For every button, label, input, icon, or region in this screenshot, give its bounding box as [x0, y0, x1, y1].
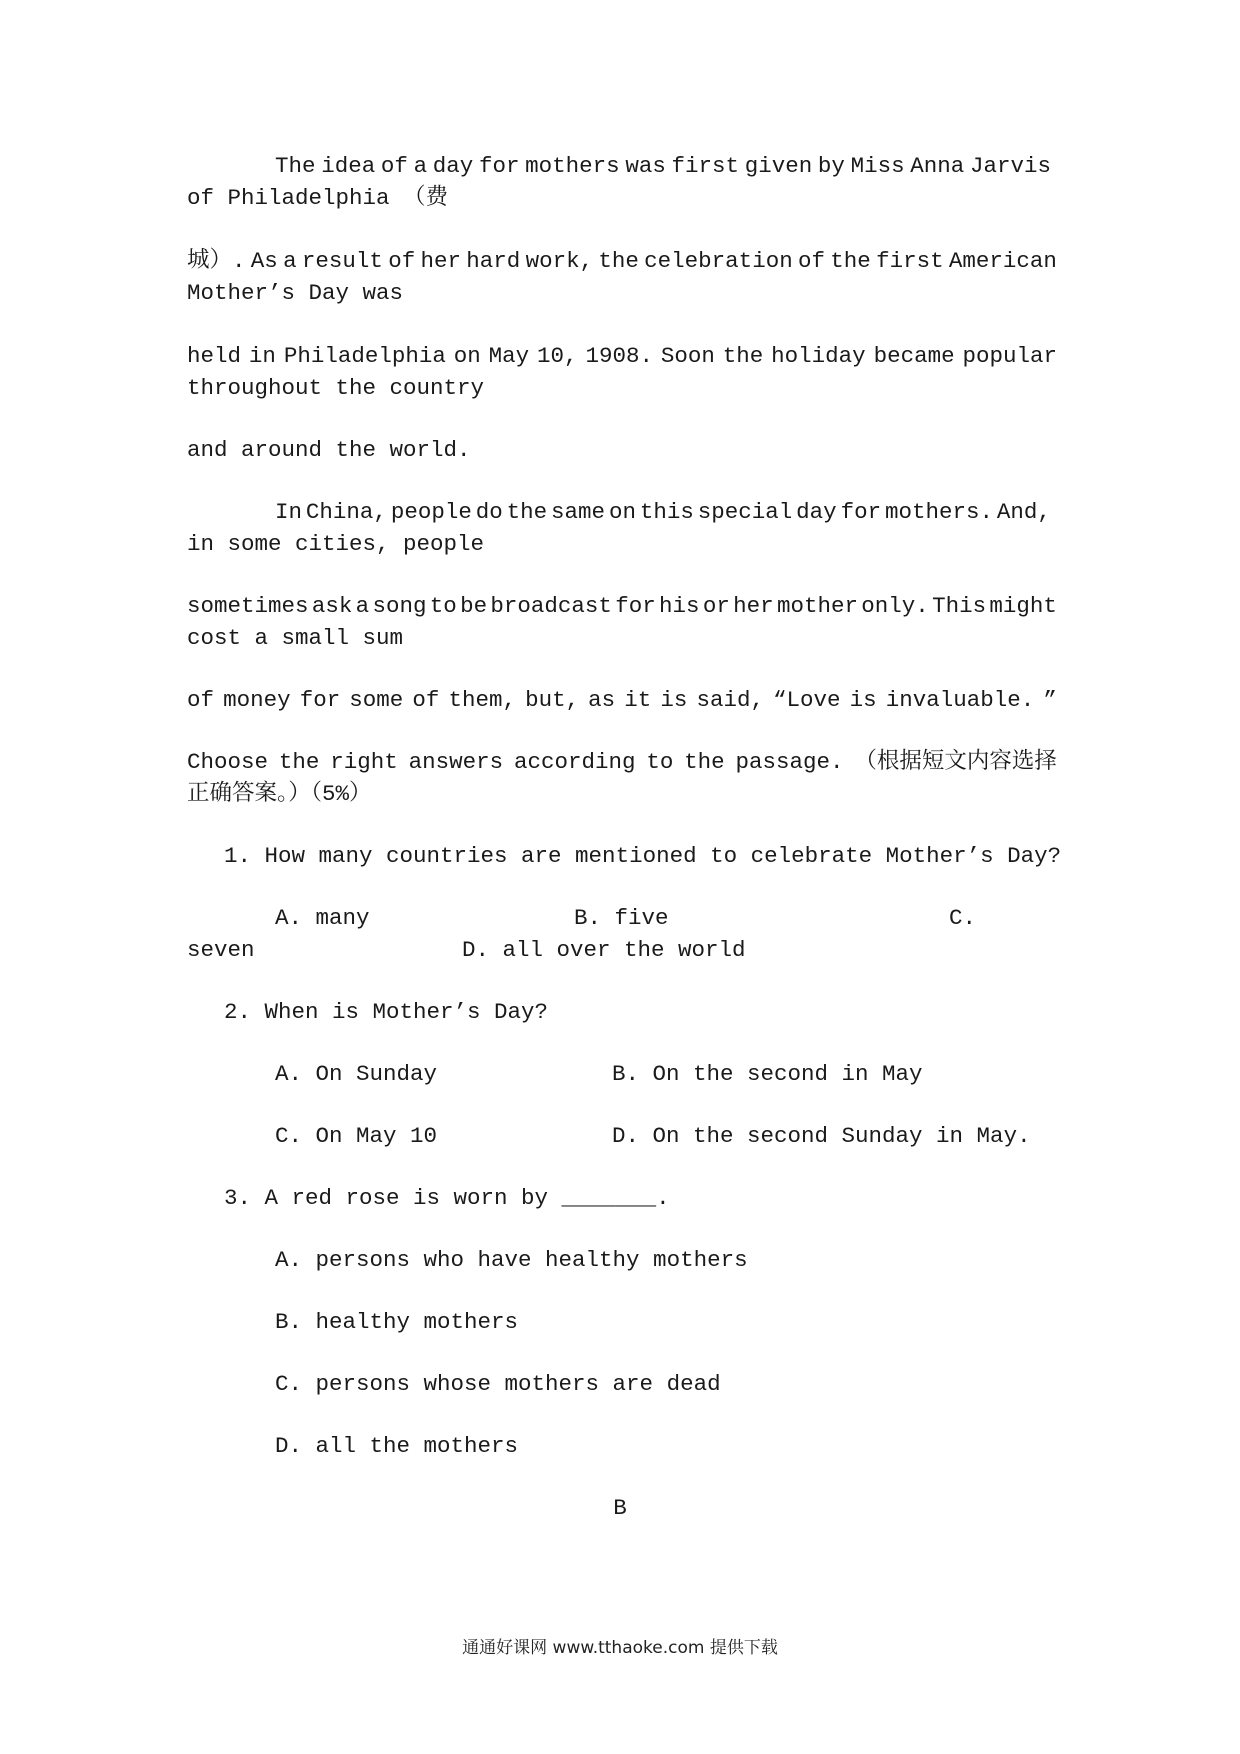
word: hard: [466, 248, 521, 274]
word: mother: [776, 593, 858, 619]
word: the: [830, 248, 871, 274]
word: her: [733, 593, 774, 619]
word: 1908.: [585, 343, 653, 369]
passage-p1-line2: of Philadelphia （费: [187, 185, 449, 211]
passage-p2-line2: in some cities, people: [187, 531, 485, 557]
word: the: [278, 749, 320, 775]
word: the: [598, 248, 639, 274]
question-2-option-c: C. On May 10: [275, 1123, 438, 1149]
word: passage.: [735, 749, 844, 775]
word: 城）.: [187, 248, 246, 274]
word: people: [390, 499, 472, 525]
word: day: [432, 153, 474, 179]
word: American: [948, 248, 1057, 274]
word: in: [248, 343, 276, 369]
word: Jarvis: [969, 153, 1051, 179]
word: given: [744, 153, 813, 179]
word: ask: [311, 593, 353, 619]
word: This: [932, 593, 987, 619]
question-1-stem: 1. How many countries are mentioned to celebrate Mother’s Day?: [224, 843, 1062, 869]
word: to: [429, 593, 457, 619]
question-2-option-a: A. On Sunday: [275, 1061, 438, 1087]
word: invaluable.: [885, 687, 1035, 713]
word: money: [223, 687, 291, 713]
word: became: [873, 343, 955, 369]
word: is: [849, 687, 877, 713]
word: but,: [525, 687, 580, 713]
word: special: [697, 499, 793, 525]
word: celebration: [644, 248, 793, 274]
word: day: [796, 499, 837, 525]
instruction-line2: 正确答案。）（5%）: [187, 781, 372, 807]
word: a: [413, 153, 428, 179]
word: work,: [525, 248, 594, 274]
word: result: [301, 248, 383, 274]
question-1-option-c: C.: [949, 905, 977, 931]
word: first: [671, 153, 740, 179]
question-1-option-a: A. many: [275, 905, 370, 931]
passage-p2-line4: cost a small sum: [187, 625, 404, 651]
question-3-option-c: C. persons whose mothers are dead: [275, 1371, 721, 1397]
word: As: [250, 248, 278, 274]
word: the: [684, 749, 725, 775]
section-mark: B: [613, 1495, 627, 1521]
word: this: [639, 499, 694, 525]
word: The: [275, 153, 316, 179]
question-3-option-d: D. all the mothers: [275, 1433, 519, 1459]
word: for: [299, 687, 341, 713]
question-1-option-d: D. all over the world: [462, 937, 746, 963]
word: same: [551, 499, 606, 525]
word: of: [380, 153, 408, 179]
word: a: [355, 593, 370, 619]
word: holiday: [771, 343, 866, 369]
word: do: [475, 499, 503, 525]
passage-p1-line7: and around the world.: [187, 437, 471, 463]
passage-p2-line5: [187, 684, 1057, 716]
word: May: [488, 343, 530, 369]
page-footer: 通通好课网 www.tthaoke.com 提供下载: [462, 1638, 778, 1658]
word: to: [646, 749, 674, 775]
word: be: [460, 593, 488, 619]
word: Soon: [660, 343, 715, 369]
word: said,: [696, 687, 764, 713]
word: some: [349, 687, 404, 713]
passage-p2-line1: [275, 496, 1051, 528]
word: for: [615, 593, 656, 619]
word: on: [453, 343, 481, 369]
word: broadcast: [490, 593, 612, 619]
word: on: [608, 499, 636, 525]
passage-p1-line5: [187, 340, 1057, 372]
word: the: [506, 499, 548, 525]
word: idea: [321, 153, 376, 179]
word: of: [412, 687, 440, 713]
word: song: [372, 593, 427, 619]
word: answers: [408, 749, 504, 775]
question-3-stem: 3. A red rose is worn by _______.: [224, 1185, 670, 1211]
word: first: [876, 248, 944, 274]
word: or: [702, 593, 730, 619]
word: might: [989, 593, 1057, 619]
word: was: [625, 153, 666, 179]
word: a: [283, 248, 297, 274]
question-3-option-b: B. healthy mothers: [275, 1309, 519, 1335]
word: Philadelphia: [283, 343, 446, 369]
word: And,: [996, 499, 1051, 525]
question-3-option-a: A. persons who have healthy mothers: [275, 1247, 748, 1273]
passage-p1-line6: throughout the country: [187, 375, 485, 401]
word: for: [840, 499, 882, 525]
question-2-option-d: D. On the second Sunday in May.: [612, 1123, 1031, 1149]
word: by: [817, 153, 845, 179]
word: only.: [861, 593, 929, 619]
instruction-line1: [187, 746, 1057, 778]
word: In: [275, 499, 303, 525]
word: Choose: [187, 749, 269, 775]
passage-p2-line3: [187, 590, 1057, 622]
word: his: [659, 593, 700, 619]
word: Miss: [850, 153, 905, 179]
word: it: [624, 687, 652, 713]
word: right: [330, 749, 398, 775]
word: held: [187, 343, 242, 369]
word: popular: [962, 343, 1057, 369]
word: Anna: [910, 153, 965, 179]
word: mothers: [525, 153, 620, 179]
word: according: [513, 749, 636, 775]
question-2-option-b: B. On the second in May: [612, 1061, 923, 1087]
word: of: [797, 248, 825, 274]
word: is: [660, 687, 688, 713]
word: of: [187, 687, 215, 713]
passage-p1-line3: [187, 245, 1057, 277]
question-1-option-b: B. five: [574, 905, 669, 931]
word: her: [420, 248, 461, 274]
passage-p1-line1: [275, 150, 1051, 182]
word: China,: [305, 499, 387, 525]
word: the: [722, 343, 764, 369]
word: （根据短文内容选择: [854, 749, 1057, 775]
question-1-option-c-cont: seven: [187, 937, 255, 963]
word: as: [588, 687, 616, 713]
word: “Love: [773, 687, 841, 713]
question-2-stem: 2. When is Mother’s Day?: [224, 999, 549, 1025]
word: them,: [448, 687, 516, 713]
word: for: [478, 153, 520, 179]
word: of: [388, 248, 416, 274]
word: mothers.: [884, 499, 993, 525]
word: sometimes: [187, 593, 309, 619]
word: ”: [1043, 687, 1057, 713]
passage-p1-line4: Mother’s Day was: [187, 280, 404, 306]
word: 10,: [537, 343, 578, 369]
